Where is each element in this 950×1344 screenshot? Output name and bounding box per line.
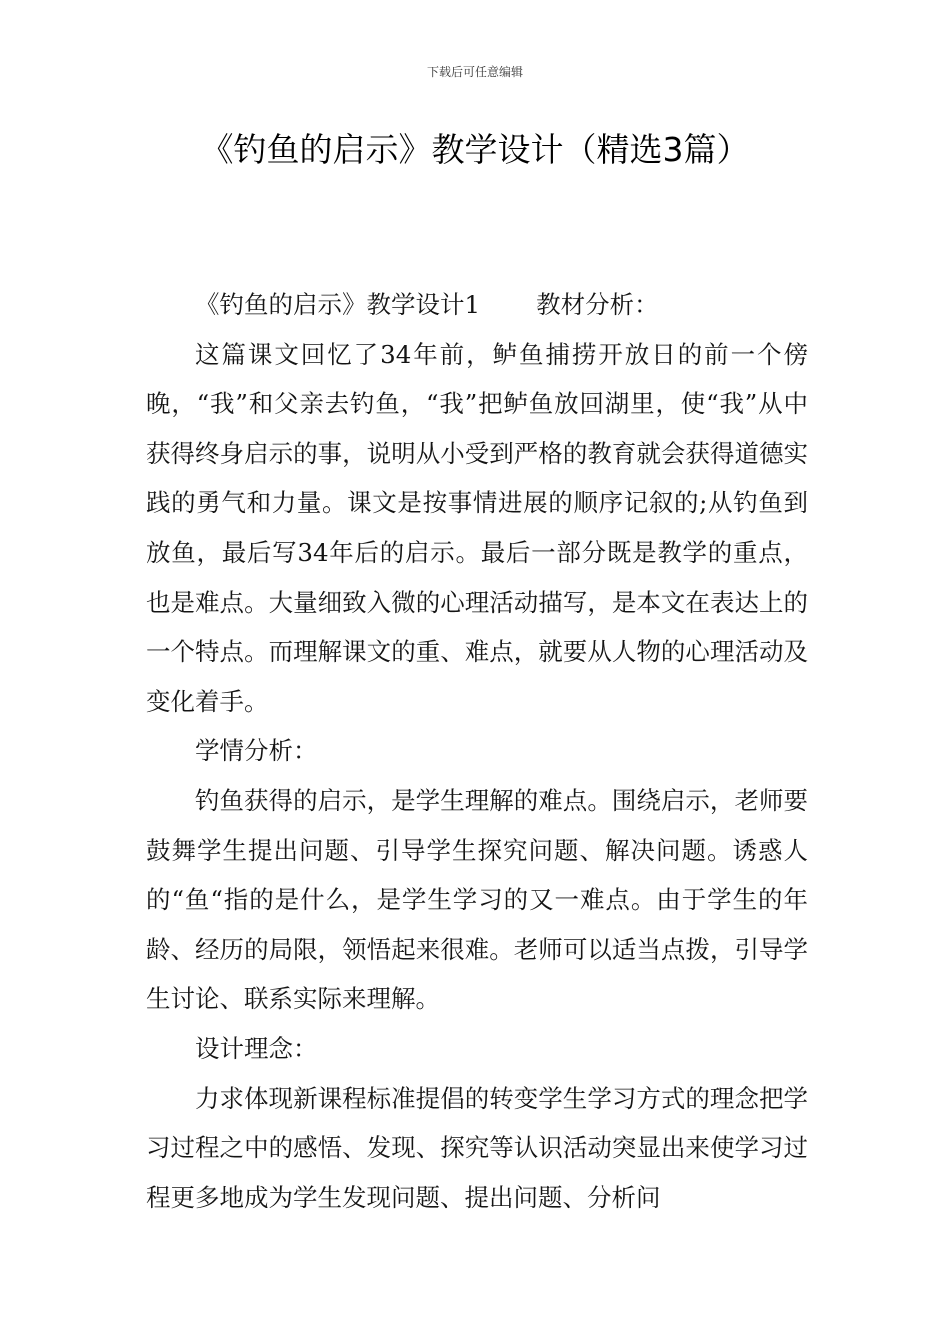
student-analysis-label: 学情分析： [195,736,318,766]
paragraph-material-analysis: 这篇课文回忆了34年前，鲈鱼捕捞开放日的前一个傍晚，“我”和父亲去钓鱼，“我”把鲈鱼放回湖里，使“我”从中获得终身启示的事，说明从小受到严格的教育就会获得道德实践的勇气和力量。课文是按事情进展的顺序记叙的;从钓鱼到放鱼，最后写34年后的启示。最后一部分既是教学的重点，也是难点。大量细致入微的心理活动描写，是本文在表达上的一个特点。而理解课文的重、难点，就要从人物的心理活动及变化着手。 [146,339,808,716]
document-title: 《钓鱼的启示》教学设计（精选3篇） [200,130,750,169]
paragraph-student-analysis: 钓鱼获得的启示，是学生理解的难点。围绕启示，老师要鼓舞学生提出问题、引导学生探究问题、解决问题。诱惑人的“鱼“指的是什么，是学生学习的又一难点。由于学生的年龄、经历的局限，领悟起来很难。老师可以适当点拨，引导学生讨论、联系实际来理解。 [146,785,808,1014]
header-note: 下载后可任意编辑 [426,65,523,79]
paragraph-design-concept: 力求体现新课程标准提倡的转变学生学习方式的理念把学习过程之中的感悟、发现、探究等认识活动突显出来使学习过程更多地成为学生发现问题、提出问题、分析问 [146,1083,808,1212]
design-concept-label: 设计理念： [195,1033,318,1063]
document-body [146,280,808,1222]
section-heading-line [146,280,808,330]
material-analysis-label: 教材分析： [536,290,659,319]
section-heading: 《钓鱼的启示》教学设计1 [195,290,481,319]
